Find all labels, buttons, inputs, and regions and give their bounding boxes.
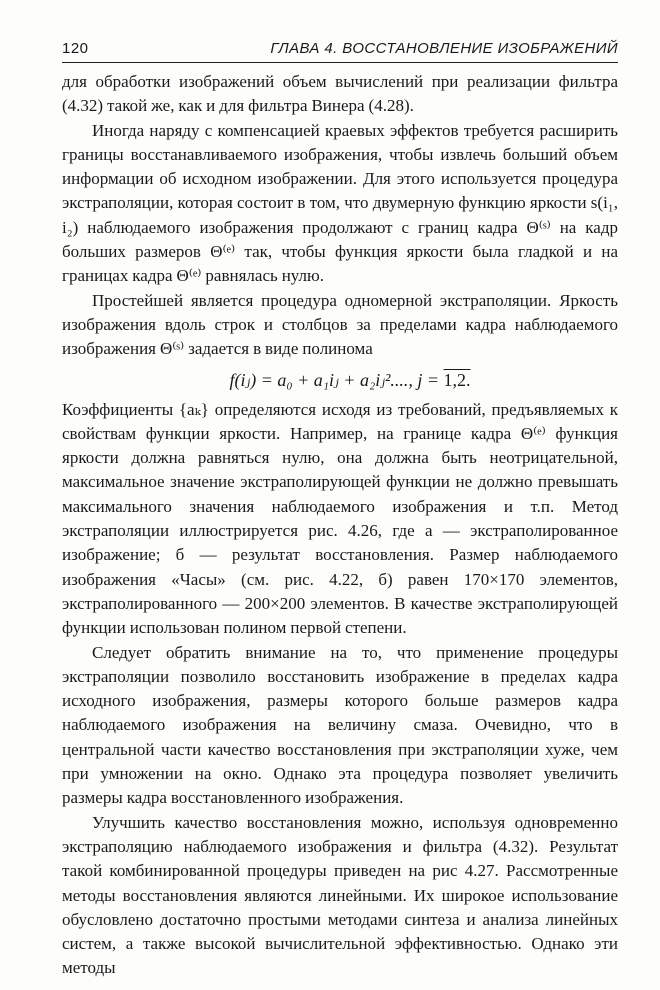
page-body — [62, 70, 618, 981]
chapter-title: ГЛАВА 4. ВОССТАНОВЛЕНИЕ ИЗОБРАЖЕНИЙ — [270, 40, 618, 57]
formula-expression: f(iⱼ) = a₀ + a₁iⱼ + a₂iⱼ²...., j = — [229, 369, 444, 390]
running-header — [62, 40, 618, 63]
paragraph-one-dimensional: Простейшей является процедура одномерной экстраполяции. Яркость изображения вдоль строк и столбцов за пределами кадра наблюдаемого изображения Θ⁽ˢ⁾ задается в виде полинома — [62, 290, 618, 359]
paragraph-coefficients: Коэффициенты {aₖ} определяются исходя из требований, предъявляемых к свойствам функции яркости. Например, на границе кадра Θ⁽ᵉ⁾ функция яркости должна равняться нулю, она должна быть неотрицательной, максимальное значение экстраполирующей функции не должно превышать максимального значения наблюдаемого изображения и т.п. Метод экстраполяции иллюстрируется рис. 4.26, где а — экстраполированное изображение; б — результат восстановления. Размер наблюдаемого изображения «Часы» (см. рис. 4.22, б) равен 170×170 элементов, экстраполированного — 200×200 элементов. В качестве экстраполирующей функции использован полином первой степени. — [62, 399, 618, 638]
polynomial-formula — [62, 362, 618, 398]
paragraph-attention: Следует обратить внимание на то, что применение процедуры экстраполяции позволило восстановить изображение в пределах кадра исходного изображения, размеры которого больше размеров кадра наблюдаемого изображения на величину смаза. Очевидно, что в центральной части качество восстановления при экстраполяции хуже, чем при умножении на окно. Однако эта процедура позволяет увеличить размеры кадра восстановленного изображения. — [62, 642, 618, 808]
paragraph-continuation: для обработки изображений объем вычислений при реализации фильтра (4.32) такой же, как и для фильтра Винера (4.28). — [62, 72, 618, 116]
page-number: 120 — [62, 40, 89, 57]
formula-range: 1,2. — [443, 369, 471, 390]
paragraph-improvement: Улучшить качество восстановления можно, используя одновременно экстраполяцию наблюдаемого изображения и фильтра (4.32). Результат такой комбинированной процедуры приведен на рис 4.27. Рассмотренные методы восстановления являются линейными. Их широкое использование обусловлено достаточно простыми методами синтеза и анализа линейных систем, а также высокой вычислительной эффективностью. Однако эти методы — [62, 812, 618, 978]
paragraph-extrapolation-intro: Иногда наряду с компенсацией краевых эффектов требуется расширить границы восстанавливаемого изображения, чтобы извлечь больший объем информации об исходном изображении. Для этого используется процедура экстраполяции, которая состоит в том, что двумерную функцию яркости s(i₁, i₂) наблюдаемого изображения продолжают с границ кадра Θ⁽ˢ⁾ на кадр больших размеров Θ⁽ᵉ⁾ так, чтобы функция яркости была гладкой и на границах кадра Θ⁽ᵉ⁾ равнялась нулю. — [62, 120, 618, 286]
